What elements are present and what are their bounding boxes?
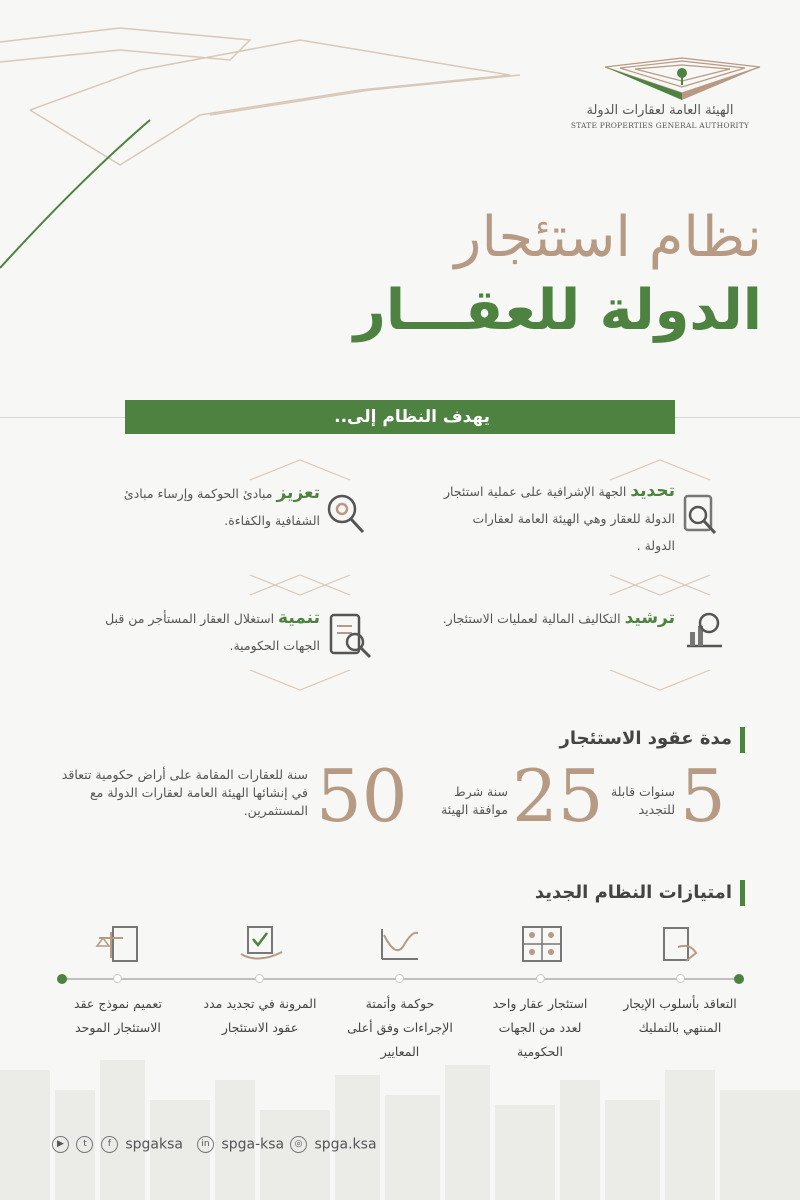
timeline-dot — [255, 974, 264, 983]
benefit-flexibility: المرونة في تجديد مدد عقود الاستئجار — [203, 996, 317, 1035]
benefit-rent-to-own: التعاقد بأسلوب الإيجار المنتهي بالتمليك — [623, 996, 737, 1035]
timeline-dot — [395, 974, 404, 983]
timeline-dot — [113, 974, 122, 983]
facebook-icon: f — [101, 1136, 118, 1153]
handshake-check-icon — [238, 924, 286, 964]
goal-define-keyword: تحديد — [630, 481, 675, 501]
logo-name-ar: الهيئة العامة لعقارات الدولة — [586, 103, 734, 118]
instagram-icon: ◎ — [290, 1136, 307, 1153]
duration-25-number: 25 — [512, 754, 604, 838]
timeline-dot — [536, 974, 545, 983]
gear-search-icon — [325, 492, 367, 536]
goal-develop — [85, 605, 320, 659]
title-line-1: نظام استئجار — [454, 205, 762, 270]
timeline-dot-end — [734, 974, 744, 984]
chart-search-icon — [684, 608, 726, 650]
goal-enhance-text: مبادئ الحوكمة وإرساء مبادئ الشفافية والكفاءة. — [123, 486, 320, 528]
timeline-dot-start — [57, 974, 67, 984]
linkedin-icon: in — [197, 1136, 214, 1153]
benefits-heading: امتيازات النظام الجديد — [534, 882, 732, 903]
goal-define-text: الجهة الإشرافية على عملية استئجار الدولة للعقار وهي الهيئة العامة لعقارات الدولة . — [444, 484, 675, 553]
benefit-governance: حوكمة وأتمتة الإجراءات وفق أعلى المعايير — [347, 996, 453, 1059]
durations-heading: مدة عقود الاستئجار — [559, 728, 732, 749]
benefit-unified-contract: تعميم نموذج عقد الاستئجار الموحد — [74, 996, 162, 1035]
chart-line-icon — [378, 925, 422, 963]
goal-develop-keyword: تنمية — [278, 608, 320, 628]
goal-rationalize — [440, 605, 675, 632]
goal-enhance — [85, 480, 320, 534]
title-line-2: الدولة للعقـــار — [353, 278, 762, 343]
goal-develop-text: استغلال العقار المستأجر من قبل الجهات الحكومية. — [105, 611, 320, 653]
goal-rationalize-keyword: ترشيد — [624, 608, 675, 628]
social-linkedin-handle: spga-ksa — [221, 1136, 285, 1153]
contract-hand-icon — [658, 925, 702, 965]
logo-name-en: STATE PROPERTIES GENERAL AUTHORITY — [570, 121, 750, 130]
authority-logo — [600, 55, 765, 105]
decorative-lines — [0, 0, 520, 280]
benefits-heading-bar — [740, 880, 745, 906]
duration-5-text: سنوات قابلة للتجديد — [610, 784, 675, 817]
duration-25-text: سنة شرط موافقة الهيئة — [441, 784, 508, 817]
goals-banner: يهدف النظام إلى.. — [125, 400, 675, 434]
timeline-dot — [676, 974, 685, 983]
goal-enhance-keyword: تعزيز — [276, 483, 320, 503]
twitter-icon: t — [76, 1136, 93, 1153]
duration-5-number: 5 — [680, 754, 726, 838]
duration-50-text: سنة للعقارات المقامة على أراض حكومية تتعاقد في إنشائها الهيئة العامة لعقارات الدولة مع المستثمرين. — [61, 767, 308, 818]
document-search-icon — [682, 493, 720, 541]
social-instagram[interactable] — [290, 1136, 377, 1153]
social-main-handle: spgaksa — [125, 1136, 183, 1153]
city-skyline — [0, 1055, 800, 1200]
social-main[interactable] — [52, 1136, 183, 1153]
social-instagram-handle: spga.ksa — [314, 1136, 377, 1153]
benefit-shared-property: استئجار عقار واحد لعدد من الجهات الحكومية — [492, 996, 588, 1059]
durations-heading-bar — [740, 727, 745, 753]
people-grid-icon — [520, 924, 564, 964]
duration-50-number: 50 — [316, 754, 408, 838]
youtube-icon: ▶ — [52, 1136, 69, 1153]
goal-define — [440, 478, 675, 559]
scales-document-icon — [95, 924, 141, 966]
goal-rationalize-text: التكاليف المالية لعمليات الاستئجار. — [442, 611, 621, 626]
social-linkedin[interactable] — [197, 1136, 284, 1153]
clipboard-search-icon — [328, 610, 372, 660]
